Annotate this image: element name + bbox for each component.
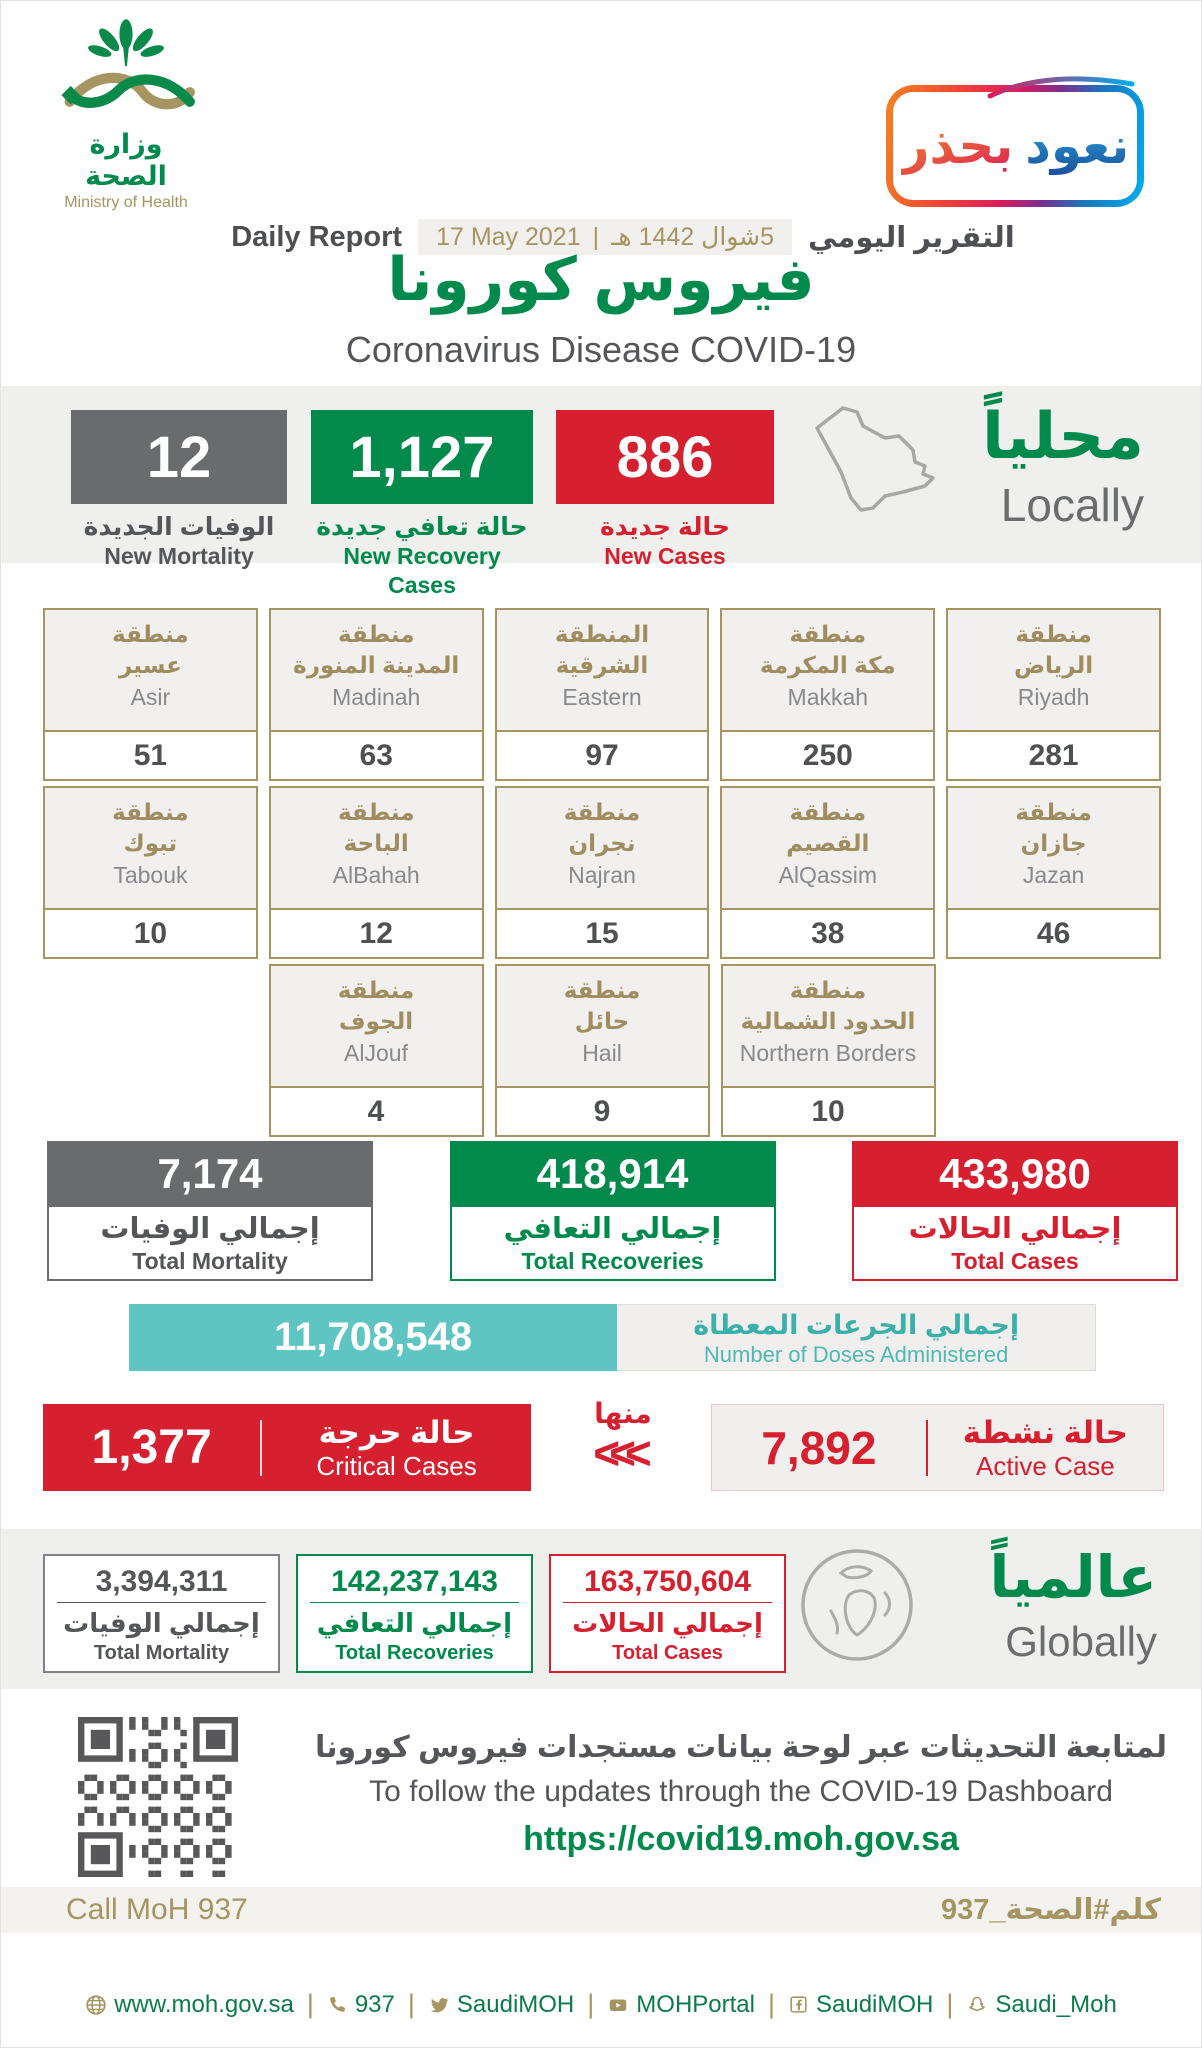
locally-heading-ar: محلياً <box>981 400 1144 472</box>
global-cases-box <box>549 1554 786 1673</box>
region-name-en: Najran <box>568 862 636 888</box>
doses-label-en: Number of Doses Administered <box>703 1342 1009 1367</box>
badge-word-1: نعود <box>1025 118 1130 174</box>
region-value: 10 <box>811 1095 845 1128</box>
region-name-ar: تبوك <box>123 830 178 856</box>
region-value: 281 <box>1028 739 1079 772</box>
global-mortality-label-en: Total Mortality <box>93 1642 230 1664</box>
moh-palm-emblem-icon <box>51 11 201 123</box>
region-name-ar: منطقة <box>337 799 415 825</box>
facebook-icon <box>788 1994 809 2015</box>
doses-administered-bar <box>129 1304 1096 1371</box>
of-which-indicator <box>553 1397 693 1479</box>
region-name-en: Makkah <box>787 684 869 710</box>
global-recoveries-label-ar: إجمالي التعافي <box>316 1608 513 1638</box>
active-cases-box <box>711 1404 1164 1491</box>
region-name-ar: عسير <box>119 652 182 678</box>
global-cases-label-en: Total Cases <box>612 1642 723 1664</box>
new-cases-label-en: New Cases <box>604 543 726 569</box>
total-cases-label-ar: إجمالي الحالات <box>908 1213 1122 1245</box>
region-name-en: Jazan <box>1022 862 1085 888</box>
total-mortality-value: 7,174 <box>47 1141 373 1207</box>
total-recoveries-label-ar: إجمالي التعافي <box>503 1213 722 1245</box>
region-name-en: Madinah <box>332 684 421 710</box>
new-mortality-label-en: New Mortality <box>104 543 254 569</box>
region-name-ar: الباحة <box>343 830 409 856</box>
region-card-aljouf <box>269 964 484 1137</box>
of-which-label-ar: منها <box>594 1398 652 1429</box>
footer-link-label: Saudi_Moh <box>995 1990 1117 2018</box>
new-recovery-label-en: New Recovery Cases <box>343 543 501 598</box>
region-name-en: Riyadh <box>1017 684 1090 710</box>
region-name-ar: الرياض <box>1014 652 1094 678</box>
region-card-tabouk <box>43 786 258 959</box>
call-moh-band <box>1 1887 1201 1933</box>
divider: | <box>767 1989 775 2019</box>
region-name-ar: جازان <box>1020 830 1087 856</box>
global-mortality-label-ar: إجمالي الوفيات <box>63 1608 260 1638</box>
logo-title-en: Ministry of Health <box>64 194 188 211</box>
region-card-jazan <box>946 786 1161 959</box>
qr-code <box>78 1717 238 1877</box>
global-mortality-box <box>43 1554 280 1673</box>
date-gregorian: 17 May 2021 <box>436 222 581 251</box>
region-card-alqassim <box>720 786 935 959</box>
footer-link-label: www.moh.gov.sa <box>114 1990 294 2018</box>
saudi-arabia-map-icon <box>789 396 953 522</box>
date-separator: | <box>592 222 600 251</box>
global-cases-value: 163,750,604 <box>584 1565 751 1598</box>
region-row-2 <box>43 786 1161 959</box>
globe-icon <box>797 1545 917 1665</box>
region-card-najran <box>495 786 710 959</box>
total-mortality-box <box>47 1141 373 1281</box>
region-name-ar: الحدود الشمالية <box>740 1008 916 1034</box>
twitter-icon <box>428 1994 450 2016</box>
youtube-icon <box>607 1994 629 2016</box>
region-row-3 <box>43 964 1161 1137</box>
total-recoveries-label-en: Total Recoveries <box>521 1248 704 1274</box>
region-name-en: Tabouk <box>113 862 188 888</box>
moh-logo <box>47 11 205 214</box>
region-name-ar: منطقة <box>1015 799 1092 825</box>
footer-link-website[interactable] <box>85 1991 294 2019</box>
region-name-ar: منطقة <box>789 799 867 825</box>
global-recoveries-value: 142,237,143 <box>331 1565 498 1598</box>
region-name-en: AlJouf <box>344 1040 408 1066</box>
region-card-northern-borders <box>721 964 936 1137</box>
region-row-1 <box>43 608 1161 781</box>
region-name-ar: المدينة المنورة <box>293 652 460 678</box>
snapchat-icon <box>966 1994 988 2016</box>
locally-heading <box>982 392 1144 530</box>
region-cards-grid <box>43 608 1161 1142</box>
total-cases-label-en: Total Cases <box>951 1248 1079 1274</box>
region-card-albahah <box>269 786 484 959</box>
locally-heading-en: Locally <box>1000 479 1144 531</box>
region-value: 250 <box>802 739 853 772</box>
local-totals-row <box>47 1141 1178 1281</box>
doses-value: 11,708,548 <box>129 1304 617 1371</box>
region-name-ar: منطقة <box>337 621 415 647</box>
new-recovery-value: 1,127 <box>311 410 533 504</box>
critical-cases-label-en: Critical Cases <box>316 1451 477 1481</box>
region-name-en: AlQassim <box>778 862 877 888</box>
phone-icon <box>327 1994 348 2015</box>
divider: | <box>946 1989 954 2019</box>
dashboard-text-ar: لمتابعة التحديثات عبر لوحة بيانات مستجدات فيروس كورونا <box>314 1731 1168 1764</box>
new-cases-stat <box>556 410 774 571</box>
critical-cases-label-ar: حالة حرجة <box>318 1415 475 1450</box>
footer-link-twitter[interactable] <box>428 1991 574 2019</box>
footer-link-facebook[interactable] <box>788 1991 933 2019</box>
new-mortality-stat <box>71 410 287 571</box>
region-name-ar: نجران <box>568 830 636 856</box>
region-card-hail <box>495 964 710 1137</box>
region-card-eastern <box>495 608 710 781</box>
global-recoveries-label-en: Total Recoveries <box>335 1642 494 1664</box>
locally-section <box>1 386 1201 598</box>
region-value: 63 <box>359 739 393 772</box>
daily-report-label-en: Daily Report <box>231 220 403 253</box>
region-card-riyadh <box>946 608 1161 781</box>
region-name-en: Hail <box>582 1040 622 1066</box>
daily-report-label-ar: التقرير اليومي <box>808 221 1015 254</box>
footer-link-phone[interactable] <box>327 1991 395 2019</box>
region-name-ar: المنطقة <box>554 621 650 647</box>
global-recoveries-box <box>296 1554 533 1673</box>
call-moh-label-en: Call MoH 937 <box>66 1893 248 1926</box>
region-value: 10 <box>133 917 168 950</box>
region-name-ar: منطقة <box>563 799 641 825</box>
divider: | <box>306 1989 314 2019</box>
region-name-ar: منطقة <box>789 977 867 1003</box>
active-cases-label-en: Active Case <box>976 1451 1115 1481</box>
globally-section <box>1 1529 1201 1689</box>
date-hijri: 5شوال 1442 هـ <box>611 223 775 251</box>
region-name-en: Asir <box>130 684 171 710</box>
region-card-madinah <box>269 608 484 781</box>
new-recovery-label-ar: حالة تعافي جديدة <box>316 513 528 541</box>
footer-link-label: 937 <box>354 1990 395 2018</box>
region-value: 46 <box>1036 917 1071 950</box>
region-card-asir <box>43 608 258 781</box>
chevrons-left-icon: <<< <box>593 1427 641 1479</box>
divider <box>563 1602 772 1603</box>
globally-heading-ar: عالمياً <box>989 1545 1157 1610</box>
region-name-en: Eastern <box>562 684 642 710</box>
total-cases-box <box>852 1141 1178 1281</box>
total-mortality-label-ar: إجمالي الوفيات <box>100 1213 320 1245</box>
dashboard-text-en: To follow the updates through the COVID-19 Dashboard <box>369 1775 1113 1808</box>
region-name-ar: منطقة <box>563 977 641 1003</box>
region-name-ar: الجوف <box>338 1008 414 1034</box>
divider <box>57 1602 266 1603</box>
region-name-ar: منطقة <box>337 977 415 1003</box>
region-name-ar: منطقة <box>112 799 189 825</box>
call-moh-hashtag-ar: كلم#الصحة_937 <box>941 1894 1161 1926</box>
badge-swoosh-icon <box>986 72 1136 100</box>
new-mortality-label-ar: الوفيات الجديدة <box>83 513 275 541</box>
region-name-ar: الشرقية <box>555 652 649 678</box>
region-value: 38 <box>811 917 845 950</box>
return-with-caution-badge <box>886 85 1144 207</box>
dashboard-info <box>301 1727 1181 1863</box>
region-name-ar: حائل <box>574 1008 630 1034</box>
page-title-ar: فيروس كورونا <box>387 246 815 313</box>
region-value: 51 <box>133 739 168 772</box>
global-cases-label-ar: إجمالي الحالات <box>572 1608 763 1638</box>
active-cases-value: 7,892 <box>761 1421 877 1474</box>
global-mortality-value: 3,394,311 <box>95 1565 228 1598</box>
divider <box>310 1602 519 1603</box>
region-name-ar: منطقة <box>112 621 189 647</box>
active-cases-label-ar: حالة نشطة <box>962 1415 1129 1450</box>
region-value: 4 <box>367 1095 385 1128</box>
new-recovery-stat <box>311 410 533 600</box>
region-value: 97 <box>585 739 619 772</box>
divider: | <box>407 1989 415 2019</box>
dashboard-url-link[interactable]: https://covid19.moh.gov.sa <box>523 1820 959 1858</box>
total-recoveries-box <box>450 1141 776 1281</box>
total-mortality-label-en: Total Mortality <box>132 1248 288 1274</box>
critical-cases-value: 1,377 <box>91 1421 212 1474</box>
region-value: 9 <box>593 1095 611 1128</box>
footer-link-label: SaudiMOH <box>456 1990 575 2018</box>
region-name-en: AlBahah <box>332 862 420 888</box>
total-cases-value: 433,980 <box>852 1141 1178 1207</box>
badge-word-2: بحذر <box>900 118 1014 174</box>
globe-icon <box>85 1994 107 2016</box>
total-recoveries-value: 418,914 <box>450 1141 776 1207</box>
footer-link-youtube[interactable] <box>607 1991 755 2019</box>
region-name-ar: منطقة <box>789 621 867 647</box>
region-name-en: Northern Borders <box>739 1040 917 1066</box>
page-title-en: Coronavirus Disease COVID-19 <box>345 329 857 370</box>
doses-label-ar: إجمالي الجرعات المعطاة <box>693 1310 1020 1340</box>
footer-link-label: SaudiMOH <box>815 1990 934 2018</box>
new-cases-value: 886 <box>556 410 774 504</box>
region-value: 15 <box>585 917 619 950</box>
region-name-ar: مكة المكرمة <box>759 652 896 678</box>
new-cases-label-ar: حالة جديدة <box>600 513 730 541</box>
badge-gradient-border <box>886 85 1144 207</box>
divider: | <box>587 1989 595 2019</box>
region-card-makkah <box>720 608 935 781</box>
footer-link-label: MOHPortal <box>636 1990 755 2018</box>
region-name-ar: منطقة <box>1015 621 1092 647</box>
footer-link-snapchat[interactable] <box>966 1991 1116 2019</box>
globally-heading-en: Globally <box>1005 1618 1157 1665</box>
critical-cases-box <box>43 1404 531 1491</box>
region-value: 12 <box>359 917 393 950</box>
new-mortality-value: 12 <box>71 410 287 504</box>
footer-links <box>1 1989 1201 2020</box>
logo-title-ar: وزارة الصحة <box>85 129 167 191</box>
globally-heading <box>989 1537 1157 1665</box>
region-name-ar: القصيم <box>786 830 870 856</box>
